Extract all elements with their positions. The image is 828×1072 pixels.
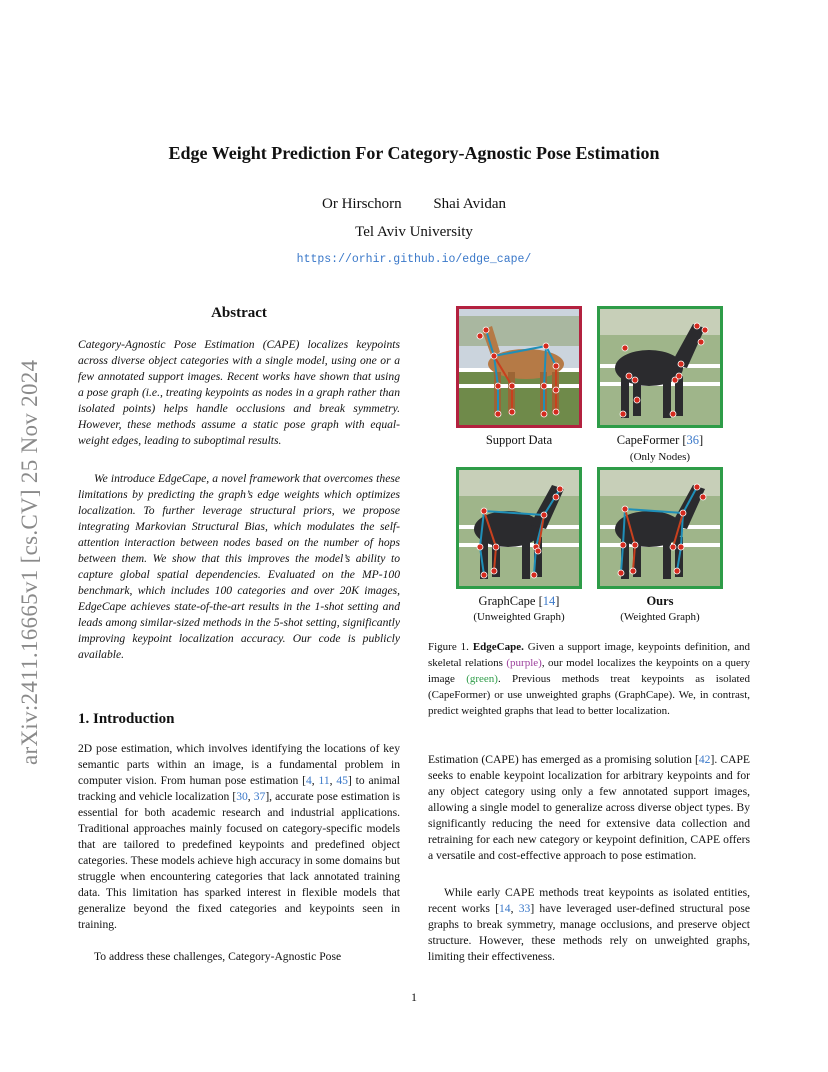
intro-text: ], accurate pose estimation is essential for both academic research and industrial applications. Traditional approaches mainly focused on category-specific models that are tailored to predefined keypoints and predefined object categories. These models achieve high accuracy in some domains but struggle when encountering categories that lack annotated training data. This limitation has sparked interest in flexible models that generalize beyond the fixed categories and keypoints seen in training. [78,790,401,931]
graphcape-horse-image [456,467,582,589]
abstract-p1-text: Category-Agnostic Pose Estimation (CAPE) localizes keypoints across diverse object categories with a single model, using one or a few annotated support images. Recent works have shown that using a pose graph (i.e., treating keypoints as nodes in a graph rather than isolated points) helps handle occlusions and break symmetry. However, these methods assume a static pose graph with equal-weight edges, leading to suboptimal results. [78,338,400,447]
caption-purple-text: (purple) [506,657,542,669]
figure-caption [428,639,750,719]
author-name: Shai Avidan [433,196,506,212]
citation-link[interactable]: 11 [318,774,330,787]
citation-link[interactable]: 4 [305,774,312,787]
intro-paragraph [78,741,400,933]
citation-link[interactable]: 14 [542,594,556,608]
intro-text: , [329,774,337,787]
intro-text: 2D pose estimation, which involves identifying the locations of key semantic parts within an image, is a fundamental problem in computer vision. From human pose estimation [ [78,742,400,787]
citation-link[interactable]: 37 [253,790,266,803]
intro-text: Estimation (CAPE) has emerged as a promising solution [ [428,753,699,766]
support-horse-image [456,306,582,428]
figure-panel-ours [597,467,723,589]
panel-label-text: GraphCape [ [478,594,543,608]
figure-panel-graphcape [456,467,582,589]
intro-text: ]. CAPE seeks to enable keypoint localization for arbitrary keypoints and for any object category using only a few annotated support images, allowing a single model to generalize across diverse object types. By significantly reducing the need for extensive data collection and retraining for each new category or keypoint definition, CAPE offers a versatile and cost-effective approach to pose estimation. [428,753,750,862]
grass-background [459,372,579,425]
project-url-link[interactable]: https://orhir.github.io/edge_cape/ [296,253,532,266]
abstract-paragraph [78,471,400,663]
intro-paragraph [428,885,750,965]
panel-sublabel: (Unweighted Graph) [473,611,565,623]
intro-text: , [247,790,254,803]
panel-sublabel: (Only Nodes) [629,451,691,463]
abstract-p2-text: We introduce EdgeCape, a novel framework that overcomes these limitations by predicting the graph’s edge weights which optimizes localization. To further leverage structural priors, we propose integrating Markovian Structural Bias, which modulates the self-attention interaction between nodes based on the number of hops between them. We show that this improves the model’s ability to capture global spatial dependencies. Evaluated on the MP-100 benchmark, which includes 100 categories and over 20K images, EdgeCape achieves state-of-the-art results in the 1-shot setting and leads among similar-sized methods in the 5-shot setting, significantly improving keypoint localization accuracy. Our code is publicly available. [78,472,400,661]
figure-panel-capeformer [597,306,723,428]
ours-horse-image [597,467,723,589]
citation-link[interactable]: 45 [336,774,348,787]
intro-paragraph [428,752,750,864]
intro-paragraph [78,949,400,965]
author-list [0,196,828,213]
panel-label-text: CapeFormer [ [616,433,687,447]
affiliation: Tel Aviv University [355,224,473,240]
horse-leg [522,537,530,579]
intro-text: , [311,774,319,787]
citation-link[interactable]: 30 [236,790,248,803]
citation-link[interactable]: 36 [686,433,700,447]
section-heading: 1. Introduction [78,711,175,727]
panel-label: Support Data [485,433,553,447]
intro-text: , [510,902,519,915]
intro-text: While early CAPE methods treat keypoints as isolated entities, recent works [ [428,886,750,915]
panel-label [446,594,592,609]
citation-link[interactable]: 33 [518,902,531,915]
panel-label-text: ] [555,594,560,608]
abstract-heading: Abstract [211,305,267,321]
caption-green-text: (green) [466,673,498,685]
horse-leg [663,376,671,418]
caption-text: Given a support image, keypoints definition, and skeletal relations [428,641,750,669]
page-number: 1 [411,990,417,1004]
intro-text: ] to animal tracking and vehicle localization [ [78,774,401,803]
intro-text: ] have leveraged user-defined structural pose graphs to break symmetry, manage occlusions, and preserve object structure. However, these methods rely on unweighted graphs, limiting their effectiveness. [428,902,750,963]
caption-bold-text: EdgeCape. [472,641,524,653]
panel-label: Ours [646,594,674,608]
panel-label [592,433,728,448]
citation-link[interactable]: 14 [498,902,511,915]
abstract-paragraph [78,337,400,449]
fence-rail [459,384,579,388]
caption-text: , our model localizes the keypoints on a query image [428,657,750,685]
figure-panel-support [456,306,582,428]
panel-label-text: ] [699,433,704,447]
intro-text: To address these challenges, Category-Agnostic Pose [94,950,342,963]
author-name: Or Hirschorn [322,196,402,212]
citation-link[interactable]: 42 [698,753,711,766]
caption-text: Figure 1. [428,641,473,653]
paper-title: Edge Weight Prediction For Category-Agnostic Pose Estimation [168,143,660,163]
arxiv-sidebar-id: arXiv:2411.16665v1 [cs.CV] 25 Nov 2024 [17,359,42,765]
capeformer-horse-image [597,306,723,428]
caption-text: . Previous methods treat keypoints as isolated (CapeFormer) or use unweighted graphs (GraphCape). We, in contrast, predict weighted graphs that lead to better localization. [428,673,750,717]
trees-background [459,316,579,346]
horse-leg [663,537,671,579]
panel-sublabel: (Weighted Graph) [620,611,700,623]
